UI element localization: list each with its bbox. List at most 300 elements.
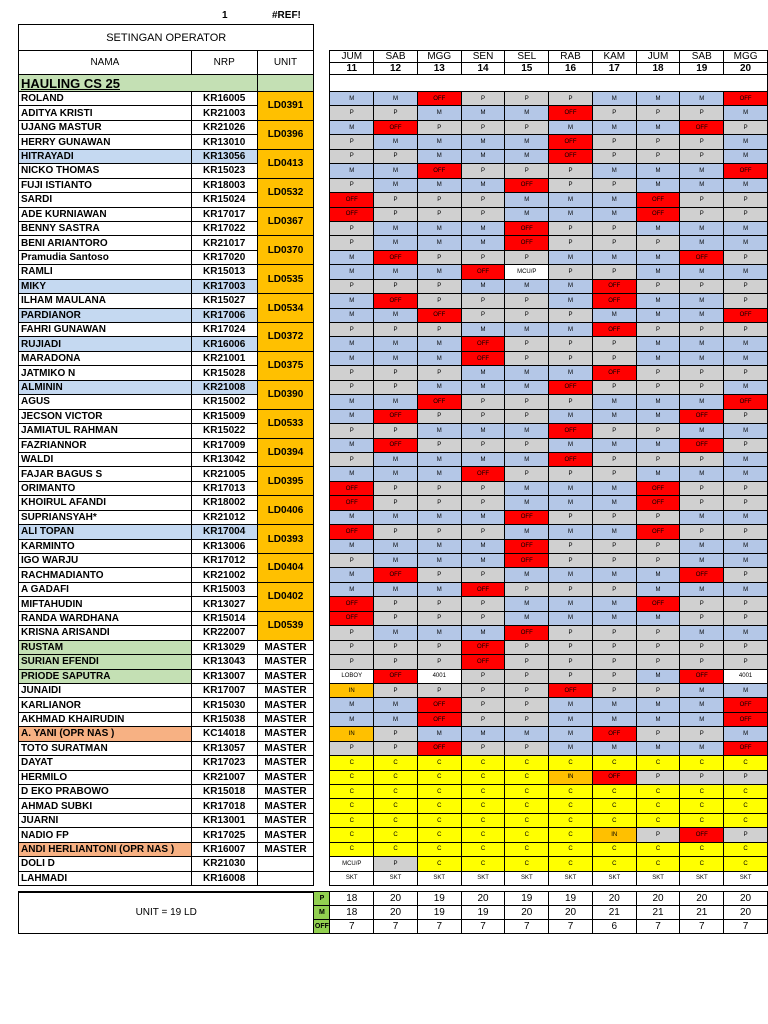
shift-cell: P	[592, 582, 636, 596]
roster-row	[19, 611, 768, 625]
day-name-2: MGG	[417, 51, 461, 63]
roster-row	[19, 279, 768, 293]
shift-cell: P	[505, 582, 549, 596]
roster-row	[19, 221, 768, 235]
summary-value: 20	[680, 892, 724, 906]
header-nrp: NRP	[191, 51, 257, 75]
shift-cell: C	[724, 857, 768, 871]
row-gap	[314, 842, 330, 856]
shift-cell: OFF	[330, 525, 374, 539]
shift-cell: P	[505, 351, 549, 365]
shift-cell: M	[505, 568, 549, 582]
operator-name: ROLAND	[19, 92, 192, 106]
operator-nrp: KR15023	[191, 164, 257, 178]
shift-cell: P	[724, 525, 768, 539]
day-name-9: MGG	[724, 51, 768, 63]
shift-cell: C	[505, 828, 549, 842]
shift-cell: M	[636, 265, 680, 279]
shift-cell: P	[636, 683, 680, 697]
operator-nrp: KR17007	[191, 683, 257, 697]
shift-cell: M	[636, 308, 680, 322]
shift-cell: M	[724, 351, 768, 365]
shift-cell: P	[417, 568, 461, 582]
shift-cell: M	[330, 409, 374, 423]
shift-cell: M	[330, 568, 374, 582]
operator-name: ALI TOPAN	[19, 525, 192, 539]
unit-cell: LD0539	[257, 611, 314, 640]
row-gap	[314, 178, 330, 192]
row-gap	[314, 640, 330, 654]
shift-cell: M	[505, 380, 549, 394]
shift-cell: C	[680, 756, 724, 770]
shift-cell: M	[636, 120, 680, 134]
roster-row	[19, 727, 768, 741]
row-gap	[314, 279, 330, 293]
shift-cell: M	[592, 395, 636, 409]
operator-name: FUJI ISTIANTO	[19, 178, 192, 192]
shift-cell: P	[549, 554, 593, 568]
shift-cell: P	[374, 424, 418, 438]
shift-cell: P	[461, 120, 505, 134]
shift-cell: M	[636, 611, 680, 625]
shift-cell: P	[592, 626, 636, 640]
shift-cell: P	[636, 452, 680, 466]
shift-cell: OFF	[505, 554, 549, 568]
shift-cell: P	[461, 308, 505, 322]
operator-name: DAYAT	[19, 756, 192, 770]
row-gap	[314, 727, 330, 741]
summary-value: 7	[374, 920, 418, 934]
operator-name: JAMIATUL RAHMAN	[19, 424, 192, 438]
shift-cell: P	[505, 683, 549, 697]
summary-value: 7	[636, 920, 680, 934]
shift-cell: P	[505, 409, 549, 423]
shift-cell: OFF	[636, 597, 680, 611]
shift-cell: P	[636, 640, 680, 654]
shift-cell: P	[636, 770, 680, 784]
shift-cell: P	[417, 481, 461, 495]
shift-cell: C	[374, 828, 418, 842]
shift-cell: SKT	[724, 871, 768, 885]
operator-name: LAHMADI	[19, 871, 192, 885]
shift-cell: P	[680, 452, 724, 466]
shift-cell: M	[330, 712, 374, 726]
operator-name: ADE KURNIAWAN	[19, 207, 192, 221]
shift-cell: C	[724, 785, 768, 799]
operator-name: NADIO FP	[19, 828, 192, 842]
shift-cell: M	[461, 727, 505, 741]
shift-cell: M	[724, 554, 768, 568]
shift-cell: C	[330, 842, 374, 856]
shift-cell: C	[505, 842, 549, 856]
shift-cell: P	[592, 669, 636, 683]
shift-cell: M	[636, 568, 680, 582]
shift-cell: OFF	[374, 669, 418, 683]
shift-cell: M	[724, 510, 768, 524]
shift-cell: C	[636, 857, 680, 871]
operator-name: Pramudia Santoso	[19, 250, 192, 264]
shift-cell: P	[636, 828, 680, 842]
shift-cell: P	[549, 308, 593, 322]
shift-cell: P	[330, 135, 374, 149]
shift-cell: M	[461, 626, 505, 640]
shift-cell: P	[724, 568, 768, 582]
shift-cell: M	[592, 741, 636, 755]
shift-cell: P	[724, 207, 768, 221]
operator-name: MARADONA	[19, 351, 192, 365]
operator-nrp: KR15014	[191, 611, 257, 625]
operator-nrp: KR13056	[191, 149, 257, 163]
shift-cell: P	[549, 395, 593, 409]
shift-cell: M	[374, 164, 418, 178]
shift-cell: P	[505, 250, 549, 264]
shift-cell: P	[505, 467, 549, 481]
operator-nrp: KR16006	[191, 337, 257, 351]
shift-cell: OFF	[461, 640, 505, 654]
shift-cell: OFF	[549, 683, 593, 697]
summary-value: 7	[549, 920, 593, 934]
operator-nrp: KR15009	[191, 409, 257, 423]
shift-cell: P	[374, 207, 418, 221]
shift-cell: P	[374, 496, 418, 510]
shift-cell: P	[592, 554, 636, 568]
operator-name: JUNAIDI	[19, 683, 192, 697]
shift-cell: 4001	[417, 669, 461, 683]
operator-name: D EKO PRABOWO	[19, 785, 192, 799]
row-gap	[314, 308, 330, 322]
shift-cell: P	[592, 337, 636, 351]
row-gap	[314, 92, 330, 106]
summary-value: 7	[461, 920, 505, 934]
operator-name: PRIODE SAPUTRA	[19, 669, 192, 683]
roster-row	[19, 568, 768, 582]
shift-cell: M	[417, 380, 461, 394]
shift-cell: M	[680, 554, 724, 568]
shift-cell: C	[461, 813, 505, 827]
summary-value: 21	[680, 906, 724, 920]
unit-cell: LD0367	[257, 207, 314, 236]
row-gap	[314, 828, 330, 842]
shift-cell: M	[549, 741, 593, 755]
shift-cell: M	[724, 539, 768, 553]
shift-cell: C	[330, 785, 374, 799]
operator-nrp: KR16008	[191, 871, 257, 885]
shift-cell: P	[549, 626, 593, 640]
shift-cell: M	[592, 568, 636, 582]
shift-cell: M	[505, 279, 549, 293]
shift-cell: P	[461, 712, 505, 726]
roster-row	[19, 351, 768, 365]
shift-cell: M	[724, 337, 768, 351]
shift-cell: M	[461, 236, 505, 250]
shift-cell: SKT	[592, 871, 636, 885]
shift-cell: M	[680, 265, 724, 279]
shift-cell: M	[549, 496, 593, 510]
shift-cell: P	[636, 149, 680, 163]
row-gap	[314, 554, 330, 568]
operator-name: AGUS	[19, 395, 192, 409]
shift-cell: M	[417, 337, 461, 351]
shift-cell: M	[549, 481, 593, 495]
shift-cell: OFF	[330, 597, 374, 611]
row-gap	[314, 525, 330, 539]
shift-cell: M	[549, 279, 593, 293]
shift-cell: OFF	[549, 106, 593, 120]
operator-name: KARMINTO	[19, 539, 192, 553]
operator-name: HERMILO	[19, 770, 192, 784]
shift-cell: P	[505, 640, 549, 654]
shift-cell: M	[592, 597, 636, 611]
summary-value: 19	[549, 892, 593, 906]
shift-cell: OFF	[724, 395, 768, 409]
shift-cell: IN	[592, 828, 636, 842]
shift-cell: M	[417, 582, 461, 596]
shift-cell: M	[330, 582, 374, 596]
shift-cell: M	[330, 250, 374, 264]
shift-cell: P	[461, 568, 505, 582]
shift-cell: P	[374, 655, 418, 669]
shift-cell: M	[636, 164, 680, 178]
shift-cell: C	[680, 785, 724, 799]
roster-row	[19, 582, 768, 596]
shift-cell: M	[549, 294, 593, 308]
shift-cell: P	[724, 597, 768, 611]
operator-name: JECSON VICTOR	[19, 409, 192, 423]
shift-cell: P	[549, 164, 593, 178]
unit-cell: MASTER	[257, 741, 314, 755]
shift-cell: P	[417, 120, 461, 134]
summary-value: 20	[461, 892, 505, 906]
shift-cell: P	[505, 395, 549, 409]
summary-value: 20	[505, 906, 549, 920]
shift-cell: C	[417, 842, 461, 856]
shift-cell: P	[549, 92, 593, 106]
shift-cell: M	[374, 236, 418, 250]
shift-cell: M	[330, 467, 374, 481]
unit-cell: MASTER	[257, 813, 314, 827]
shift-cell: M	[636, 741, 680, 755]
unit-cell: MASTER	[257, 785, 314, 799]
shift-cell: M	[724, 424, 768, 438]
operator-name: AHMAD SUBKI	[19, 799, 192, 813]
shift-cell: M	[724, 265, 768, 279]
shift-cell: P	[461, 611, 505, 625]
shift-cell: C	[592, 813, 636, 827]
shift-cell: C	[636, 813, 680, 827]
shift-cell: C	[374, 770, 418, 784]
shift-cell: M	[461, 221, 505, 235]
row-gap	[314, 424, 330, 438]
shift-cell: M	[636, 351, 680, 365]
unit-cell: MASTER	[257, 683, 314, 697]
shift-cell: P	[680, 135, 724, 149]
shift-cell: M	[549, 193, 593, 207]
shift-cell: M	[417, 452, 461, 466]
shift-cell: M	[724, 727, 768, 741]
group-unit-blank	[257, 75, 314, 92]
shift-cell: M	[592, 92, 636, 106]
row-gap	[314, 539, 330, 553]
operator-nrp: KR21005	[191, 467, 257, 481]
shift-cell: C	[417, 799, 461, 813]
operator-name: RANDA WARDHANA	[19, 611, 192, 625]
roster-row	[19, 655, 768, 669]
shift-cell: M	[724, 106, 768, 120]
shift-cell: M	[374, 337, 418, 351]
shift-cell: M	[505, 496, 549, 510]
shift-cell: M	[374, 539, 418, 553]
shift-cell: SKT	[461, 871, 505, 885]
day-name-5: RAB	[549, 51, 593, 63]
row-gap	[314, 510, 330, 524]
shift-cell: M	[330, 164, 374, 178]
shift-cell: SKT	[330, 871, 374, 885]
shift-cell: M	[549, 597, 593, 611]
shift-cell: C	[680, 799, 724, 813]
shift-cell: P	[680, 597, 724, 611]
roster-row	[19, 698, 768, 712]
shift-cell: P	[592, 510, 636, 524]
shift-cell: M	[417, 351, 461, 365]
shift-cell: M	[680, 510, 724, 524]
shift-cell: M	[724, 236, 768, 250]
shift-cell: OFF	[417, 308, 461, 322]
unit-cell: MASTER	[257, 669, 314, 683]
row-gap	[314, 438, 330, 452]
top-number: 1	[222, 10, 228, 21]
shift-cell: M	[461, 149, 505, 163]
top-line	[0, 10, 768, 24]
shift-cell: M	[592, 193, 636, 207]
shift-cell: OFF	[330, 481, 374, 495]
shift-cell: M	[549, 712, 593, 726]
shift-cell: OFF	[505, 221, 549, 235]
shift-cell: C	[680, 813, 724, 827]
shift-cell: P	[505, 308, 549, 322]
row-gap	[314, 683, 330, 697]
operator-nrp: KR13042	[191, 452, 257, 466]
shift-cell: C	[592, 857, 636, 871]
unit-cell: MASTER	[257, 640, 314, 654]
roster-row	[19, 178, 768, 192]
summary-value: 18	[330, 906, 374, 920]
shift-cell: P	[636, 380, 680, 394]
shift-cell: P	[330, 626, 374, 640]
shift-cell: OFF	[461, 265, 505, 279]
shift-cell: M	[330, 92, 374, 106]
unit-cell: LD0535	[257, 265, 314, 294]
row-gap	[314, 366, 330, 380]
operator-name: SUPRIANSYAH*	[19, 510, 192, 524]
roster-row	[19, 626, 768, 640]
shift-cell: P	[505, 741, 549, 755]
shift-cell: M	[680, 92, 724, 106]
shift-cell: P	[680, 193, 724, 207]
shift-cell: C	[680, 842, 724, 856]
operator-nrp: KR17018	[191, 799, 257, 813]
roster-row	[19, 294, 768, 308]
shift-cell: P	[636, 366, 680, 380]
operator-nrp: KR18003	[191, 178, 257, 192]
shift-cell: P	[549, 221, 593, 235]
day-name-4: SEL	[505, 51, 549, 63]
roster-row	[19, 813, 768, 827]
operator-nrp: KR15022	[191, 424, 257, 438]
shift-cell: P	[724, 655, 768, 669]
operator-nrp: KR21012	[191, 510, 257, 524]
shift-cell: M	[374, 308, 418, 322]
row-gap	[314, 337, 330, 351]
shift-cell: P	[724, 294, 768, 308]
day-name-0: JUM	[330, 51, 374, 63]
shift-cell: M	[636, 409, 680, 423]
shift-cell: C	[505, 756, 549, 770]
shift-cell: P	[549, 582, 593, 596]
shift-cell: P	[680, 279, 724, 293]
shift-cell: P	[374, 380, 418, 394]
shift-cell: M	[374, 582, 418, 596]
shift-cell: C	[636, 799, 680, 813]
shift-cell: M	[549, 698, 593, 712]
shift-cell: 4001	[724, 669, 768, 683]
shift-cell: OFF	[636, 496, 680, 510]
shift-cell: P	[549, 236, 593, 250]
shift-cell: C	[330, 813, 374, 827]
row-gap	[314, 597, 330, 611]
shift-cell: M	[724, 467, 768, 481]
shift-cell: M	[724, 221, 768, 235]
shift-cell: C	[505, 770, 549, 784]
shift-cell: M	[461, 539, 505, 553]
shift-cell: P	[461, 698, 505, 712]
shift-cell: P	[417, 640, 461, 654]
shift-cell: M	[680, 698, 724, 712]
row-gap	[314, 582, 330, 596]
shift-cell: P	[374, 106, 418, 120]
shift-cell: M	[374, 178, 418, 192]
shift-cell: P	[592, 178, 636, 192]
unit-cell: MASTER	[257, 655, 314, 669]
shift-cell: C	[461, 828, 505, 842]
shift-cell: M	[680, 683, 724, 697]
shift-cell: P	[592, 424, 636, 438]
shift-cell: OFF	[505, 236, 549, 250]
shift-cell: P	[680, 496, 724, 510]
shift-cell: P	[505, 120, 549, 134]
group-label-hauling: HAULING CS 25	[19, 75, 258, 92]
shift-cell: M	[417, 178, 461, 192]
shift-cell: P	[724, 611, 768, 625]
operator-nrp: KR21017	[191, 236, 257, 250]
shift-cell: M	[374, 452, 418, 466]
day-date-4: 15	[505, 63, 549, 75]
day-name-7: JUM	[636, 51, 680, 63]
operator-name: KHOIRUL AFANDI	[19, 496, 192, 510]
shift-cell: M	[592, 308, 636, 322]
row-gap	[314, 611, 330, 625]
summary-row-p	[19, 892, 768, 906]
shift-cell: P	[724, 496, 768, 510]
shift-cell: OFF	[680, 120, 724, 134]
operator-name: A GADAFI	[19, 582, 192, 596]
shift-cell: P	[417, 597, 461, 611]
operator-nrp: KR15027	[191, 294, 257, 308]
roster-row	[19, 193, 768, 207]
operator-nrp: KR21026	[191, 120, 257, 134]
shift-cell: P	[549, 539, 593, 553]
shift-cell: C	[592, 842, 636, 856]
shift-cell: M	[549, 611, 593, 625]
